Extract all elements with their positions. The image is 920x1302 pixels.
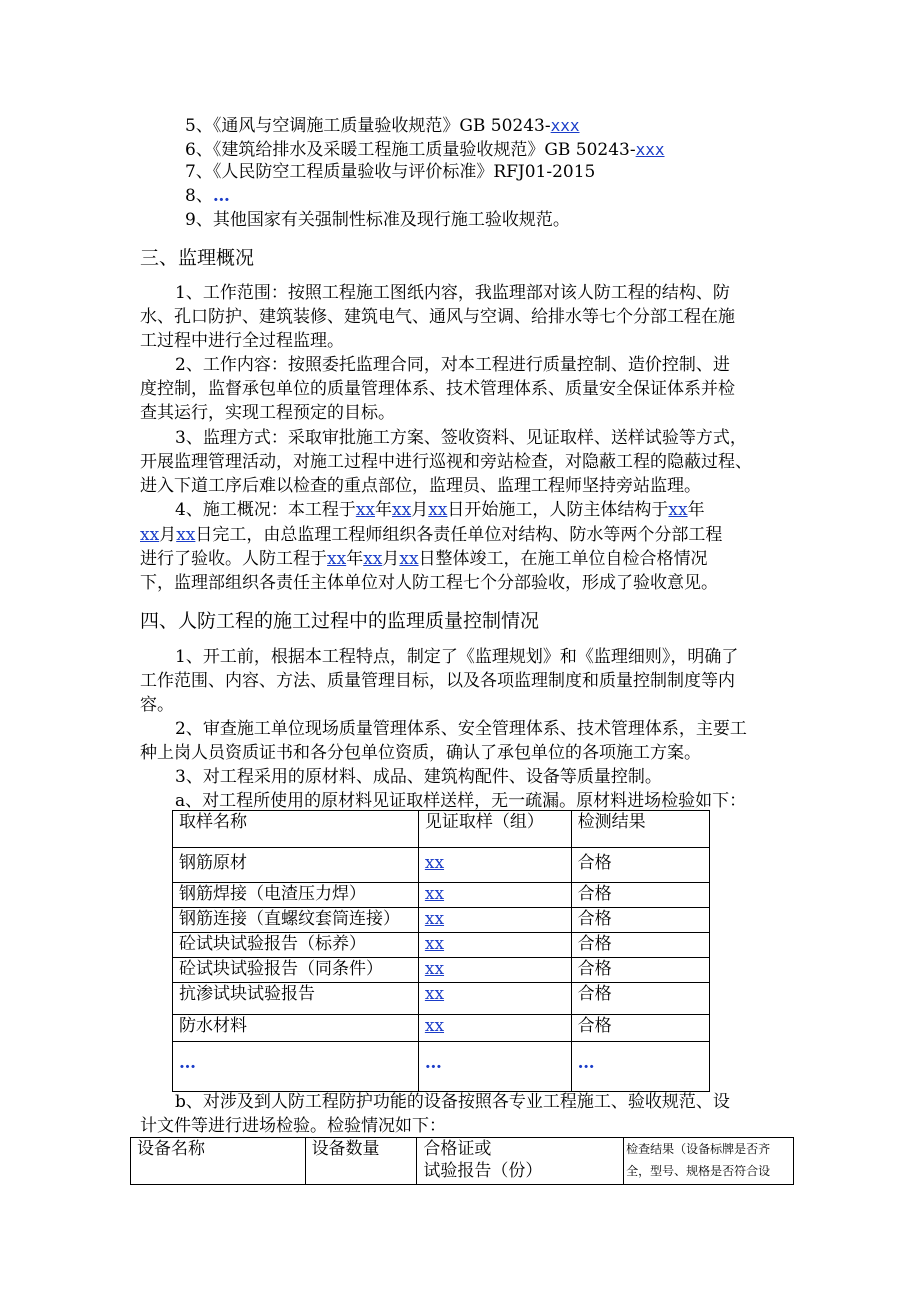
table-row	[173, 983, 710, 1015]
table-cell: 防水材料	[173, 1015, 419, 1042]
table-cell: 合格	[571, 908, 709, 933]
table-cell	[571, 1042, 709, 1092]
link-xx[interactable]: xx	[363, 549, 383, 569]
table-cell: 合格	[571, 1015, 709, 1042]
paragraph-line: 进入下道工序后难以检查的重点部位，监理员、监理工程师坚持旁站监理。	[140, 476, 701, 496]
standard-item-8: 8、…	[185, 186, 231, 206]
paragraph-line: 3、对工程采用的原材料、成品、建筑构配件、设备等质量控制。	[175, 767, 662, 787]
paragraph-line: 容。	[140, 695, 174, 715]
table-cell	[418, 1042, 571, 1092]
paragraph-line: 开展监理管理活动，对施工过程中进行巡视和旁站检查，对隐蔽工程的隐蔽过程、	[140, 452, 752, 472]
ellipsis: …	[424, 1053, 443, 1073]
table-cell[interactable]	[418, 983, 571, 1015]
table-cell: 抗渗试块试验报告	[173, 983, 419, 1015]
table-row	[173, 1015, 710, 1042]
table-header-row	[173, 811, 710, 848]
table-cell: 砼试块试验报告（标养）	[173, 933, 419, 958]
link-xx[interactable]: xx	[424, 853, 445, 873]
paragraph-line: 3、监理方式：采取审批施工方案、签收资料、见证取样、送样试验等方式，	[175, 428, 747, 448]
equipment-table	[130, 1137, 794, 1185]
table-header-cell: 检测结果	[571, 811, 709, 848]
materials-table	[172, 810, 710, 1092]
table-cell[interactable]	[418, 848, 571, 883]
table-cell[interactable]	[418, 958, 571, 983]
table-cell[interactable]	[418, 883, 571, 908]
link-xx[interactable]: xx	[424, 909, 445, 929]
paragraph-line: 进行了验收。人防工程于xx年xx月xx日整体竣工，在施工单位自检合格情况	[140, 549, 708, 569]
link-xxx[interactable]: xxx	[550, 116, 580, 135]
table-row	[173, 883, 710, 908]
section-heading-3: 三、监理概况	[140, 247, 255, 269]
table-cell: 钢筋焊接（电渣压力焊）	[173, 883, 419, 908]
ellipsis: …	[179, 1053, 197, 1073]
link-xx[interactable]: xx	[424, 934, 445, 954]
link-xx[interactable]: xx	[355, 500, 376, 520]
section-heading-4: 四、人防工程的施工过程中的监理质量控制情况	[140, 610, 540, 632]
ellipsis: …	[212, 186, 231, 206]
table-cell: 砼试块试验报告（同条件）	[173, 958, 419, 983]
table-row	[173, 933, 710, 958]
link-xx[interactable]: xx	[424, 884, 445, 904]
paragraph-line: xx月xx日完工，由总监理工程师组织各责任单位对结构、防水等两个分部工程	[140, 525, 723, 545]
table-header-cell: 检查结果（设备标牌是否齐 全，型号、规格是否符合设	[624, 1138, 794, 1185]
table-cell	[173, 1042, 419, 1092]
paragraph-line: 2、审查施工单位现场质量管理体系、安全管理体系、技术管理体系，主要工	[175, 719, 747, 739]
link-xx[interactable]: xx	[327, 549, 347, 569]
paragraph-line: 水、孔口防护、建筑装修、建筑电气、通风与空调、给排水等七个分部工程在施	[140, 307, 735, 327]
standard-item-7: 7、《人民防空工程质量验收与评价标准》RFJ01-2015	[185, 162, 596, 182]
paragraph-line: 计文件等进行进场检验。检验情况如下：	[140, 1116, 446, 1136]
link-xx[interactable]: xx	[176, 525, 196, 545]
paragraph-line: 2、工作内容：按照委托监理合同，对本工程进行质量控制、造价控制、进	[175, 355, 730, 375]
table-cell: 钢筋连接（直螺纹套筒连接）	[173, 908, 419, 933]
paragraph-line: 查其运行，实现工程预定的目标。	[140, 403, 395, 423]
table-row	[173, 958, 710, 983]
table-row	[173, 848, 710, 883]
paragraph-line: 工过程中进行全过程监理。	[140, 331, 344, 351]
table-row	[173, 1042, 710, 1092]
paragraph-line: 1、开工前，根据本工程特点，制定了《监理规划》和《监理细则》，明确了	[175, 647, 739, 667]
table-cell: 合格	[571, 883, 709, 908]
table-header-row	[131, 1138, 794, 1185]
link-xx[interactable]: xx	[140, 525, 160, 545]
table-cell[interactable]	[418, 1015, 571, 1042]
table-header-cell: 取样名称	[173, 811, 419, 848]
standard-item-5: 5、《通风与空调施工质量验收规范》GB 50243-xxx	[185, 116, 580, 136]
table-cell: 合格	[571, 848, 709, 883]
link-xx[interactable]: xx	[424, 1016, 445, 1036]
table-header-cell: 合格证或 试验报告（份）	[417, 1138, 624, 1185]
table-row	[173, 908, 710, 933]
link-xx[interactable]: xx	[668, 500, 688, 520]
link-xxx[interactable]: xxx	[635, 140, 665, 159]
link-xx[interactable]: xx	[428, 500, 448, 520]
table-cell[interactable]	[418, 933, 571, 958]
paragraph-line: 4、施工概况：本工程于xx年xx月xx日开始施工，人防主体结构于xx年	[175, 500, 705, 520]
link-xx[interactable]: xx	[399, 549, 419, 569]
paragraph-line: b、对涉及到人防工程防护功能的设备按照各专业工程施工、验收规范、设	[175, 1092, 730, 1112]
table-cell[interactable]	[418, 908, 571, 933]
table-header-cell: 见证取样（组）	[418, 811, 571, 848]
paragraph-line: 下，监理部组织各责任主体单位对人防工程七个分部验收，形成了验收意见。	[140, 573, 718, 593]
link-xx[interactable]: xx	[424, 959, 445, 979]
standard-item-6: 6、《建筑给排水及采暖工程施工质量验收规范》GB 50243-xxx	[185, 140, 665, 160]
table-cell: 合格	[571, 933, 709, 958]
table-header-cell: 设备数量	[305, 1138, 417, 1185]
table-cell: 钢筋原材	[173, 848, 419, 883]
ellipsis: …	[577, 1053, 596, 1073]
paragraph-line: 度控制，监督承包单位的质量管理体系、技术管理体系、质量安全保证体系并检	[140, 379, 735, 399]
paragraph-line: a、对工程所使用的原材料见证取样送样，无一疏漏。原材料进场检验如下：	[175, 791, 747, 811]
table-cell: 合格	[571, 958, 709, 983]
paragraph-line: 种上岗人员资质证书和各分包单位资质，确认了承包单位的各项施工方案。	[140, 743, 701, 763]
paragraph-line: 1、工作范围：按照工程施工图纸内容，我监理部对该人防工程的结构、防	[175, 283, 730, 303]
link-xx[interactable]: xx	[392, 500, 412, 520]
standard-item-9: 9、其他国家有关强制性标准及现行施工验收规范。	[185, 210, 570, 230]
paragraph-line: 工作范围、内容、方法、质量管理目标，以及各项监理制度和质量控制制度等内	[140, 671, 735, 691]
link-xx[interactable]: xx	[424, 984, 445, 1004]
table-header-cell: 设备名称	[131, 1138, 306, 1185]
table-cell: 合格	[571, 983, 709, 1015]
